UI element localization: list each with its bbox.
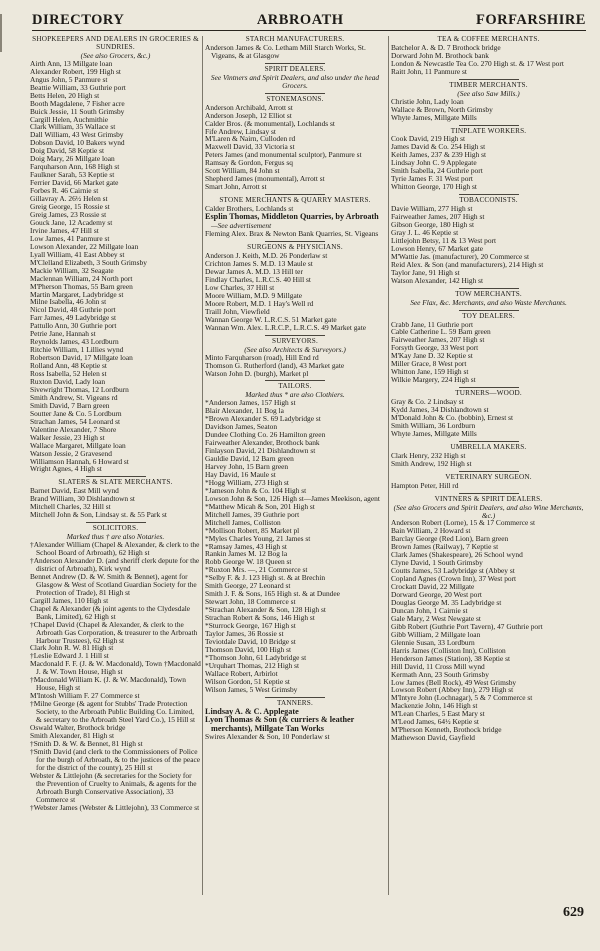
directory-section	[30, 476, 201, 519]
directory-entry: Mitchell James, Colliston	[205, 517, 281, 527]
directory-entry: Gillavray A. 26½ Helen st	[30, 194, 108, 204]
directory-entry: Lyall William, 41 East Abbey st	[30, 249, 125, 259]
directory-entry: *Hogg William, 273 High st	[205, 477, 289, 487]
directory-entry: Smith Alexander, 81 High st	[30, 730, 115, 740]
entry-bold-text: Esplin Thomas, Middleton Quarries, by Arbroath	[205, 212, 379, 222]
directory-entry: Wallace Margaret, Millgate loan	[30, 440, 126, 450]
directory-entry: *Selby F. & J. 123 High st. & at Brechin	[205, 573, 326, 583]
directory-section	[205, 697, 385, 742]
directory-entry: Greig James, 23 Rossie st	[30, 209, 107, 219]
section-heading: TAILORS.	[278, 382, 312, 391]
section-separator	[265, 63, 325, 64]
directory-entry: Wannan George W. L.R.C.S. 51 Market gate	[205, 314, 337, 324]
directory-entry: Anderson Joseph, 12 Elliot st	[205, 110, 292, 120]
directory-entry: Chapel & Alexander (& joint agents to the Clydesdale Bank, Limited), 62 High st	[30, 603, 191, 621]
directory-section	[391, 288, 586, 307]
directory-entry: M'Leod James, 64½ Keptie st	[391, 717, 479, 727]
directory-entry: Harris James (Colliston Inn), Colliston	[391, 645, 506, 655]
directory-entry: Rankin James M. 12 Bog la	[205, 549, 288, 559]
directory-entry: Whitton George, 170 High st	[391, 182, 477, 192]
entry-bold-text: Lyon Thomas & Son (& curriers & leather merchants), Millgate Tan Works	[205, 715, 355, 733]
section-note: Marked thus * are also Clothiers.	[245, 390, 345, 400]
entry-reference: —See advertisement	[211, 220, 272, 230]
directory-entry: Crockatt David, 22 Millgate	[391, 582, 475, 592]
section-note: (See also Grocers, &c.)	[80, 50, 151, 60]
directory-entry: M'Wattie Jas. (manufacturer), 20 Commerce st	[391, 251, 530, 261]
section-separator	[265, 380, 325, 381]
directory-entry: Ritchie William, 1 Lillies wynd	[30, 345, 124, 355]
directory-entry: Cargill Helen, Auchmithie	[30, 114, 109, 124]
directory-section	[391, 79, 586, 122]
directory-entry: Finlayson David, 21 Dishlandtown st	[205, 446, 316, 456]
header-rule	[32, 30, 586, 31]
directory-entry: Forsyth George, 33 West port	[391, 343, 479, 353]
directory-entry: Soutter Jane & Co. 5 Lordburn	[30, 408, 122, 418]
directory-entry: Wright Agnes, 4 High st	[30, 464, 102, 474]
directory-entry: Gibson George, 180 High st	[391, 220, 475, 230]
directory-section	[205, 194, 385, 238]
directory-entry: M'Donald John & Co. (bobbin), Ernest st	[391, 412, 514, 422]
directory-entry: Wilkie Margery, 224 High st	[391, 375, 476, 385]
directory-entry: Brand William, 30 Dishlandtown st	[30, 494, 135, 504]
section-separator	[265, 241, 325, 242]
directory-section	[391, 387, 586, 438]
directory-entry: Martin Margaret, Ladybridge st	[30, 289, 124, 299]
directory-entry: Lowson Robert (Abbey Inn), 279 High st	[391, 685, 514, 695]
section-heading: SPIRIT DEALERS.	[264, 64, 326, 73]
section-heading: TURNERS—WOOD.	[455, 389, 522, 398]
column-middle	[205, 36, 385, 741]
directory-entry: †Leslie Edward J. 1 Hill st	[30, 651, 109, 661]
directory-entry: Smith William, 36 Lordburn	[391, 420, 476, 430]
column-divider-1	[202, 36, 203, 895]
directory-entry: Anderson James & Co. Letham Mill Starch Works, St. Vigeans, & at Glasgow	[205, 42, 366, 60]
directory-entry: Mitchell Charles, 32 Hill st	[30, 502, 111, 512]
directory-entry: Taylor James, 36 Rossie st	[205, 629, 284, 638]
directory-entry: M'Kay Jane D. 32 Keptie st	[391, 351, 473, 361]
directory-entry: Sivewright Thomas, 12 Lordburn	[30, 384, 129, 394]
directory-entry: Mackenzie John, 146 High st	[391, 701, 478, 711]
directory-entry: Beattie William, 33 Guthrie port	[30, 82, 126, 92]
directory-entry: Miller Grace, 8 West port	[391, 359, 467, 369]
section-separator	[86, 522, 146, 523]
directory-entry: Barnet David, East Mill wynd	[30, 486, 119, 496]
directory-entry: Batchelor A. & D. 7 Brothock bridge	[391, 42, 501, 52]
directory-entry: †Anderson Alexander D. (and sheriff clerk depute for the district of Arbroath), Kirk wynd	[30, 556, 200, 573]
header-center: ARBROATH	[256, 12, 344, 28]
section-separator	[459, 493, 519, 494]
directory-entry: Mitchell James, 39 Guthrie port	[205, 509, 300, 519]
directory-entry: Smith J. F. & Sons, 165 High st. & at Dundee	[205, 589, 340, 599]
section-note: (See also Architects & Surveyors.)	[244, 344, 346, 354]
directory-section	[205, 93, 385, 191]
header-right: FORFARSHIRE	[476, 12, 586, 28]
directory-entry: Farr James, 49 Ladybridge st	[30, 313, 116, 323]
directory-entry: Lowson John & Son, 126 High st—James Meekison, agent	[205, 493, 380, 503]
section-heading: SOLICITORS.	[92, 524, 139, 533]
section-separator	[459, 288, 519, 289]
directory-entry: Christie John, Lady loan	[391, 96, 464, 106]
directory-section	[30, 522, 201, 811]
header-left: DIRECTORY	[32, 12, 125, 28]
directory-section	[205, 335, 385, 378]
section-separator	[459, 387, 519, 388]
section-heading: TOW MERCHANTS.	[455, 289, 522, 298]
directory-entry: Williamson Hannah, 6 Howard st	[30, 456, 129, 466]
section-separator	[459, 310, 519, 311]
directory-entry: Fairweather James, 207 High st	[391, 335, 485, 345]
directory-entry: Fleming Alex. Brax & Newton Bank Quarries, St. Vigeans	[205, 229, 379, 239]
directory-entry: London & Newcastle Tea Co. 270 High st. & 17 West port	[391, 58, 564, 68]
directory-entry: Smith Andrew, St. Vigeans rd	[30, 392, 118, 402]
directory-entry: Alexander Robert, 199 High st	[30, 66, 121, 76]
directory-entry: Macdonald F. F. (J. & W. Macdonald), Town †Macdonald J. & W. Town House, High st	[30, 659, 201, 677]
section-heading: TINPLATE WORKERS.	[450, 126, 527, 135]
section-heading: TOBACCONISTS.	[459, 196, 518, 205]
directory-entry: Whitton Jane, 159 High st	[391, 367, 469, 377]
directory-entry: Smith George, 27 Leonard st	[205, 581, 291, 591]
directory-entry: Barclay George (Red Lion), Barn green	[391, 534, 509, 544]
directory-entry: †Milne George (& agent for Stubbs' Trade Protection Society, to the Arbroath Public Building Co. Limited, & secretary to the Arbroath Steel Yard Co.), 15 Hill st	[30, 699, 196, 725]
directory-entry: Rolland Ann, 48 Keptie st	[30, 361, 107, 371]
directory-entry: Anderson Robert (Lorne), 15 & 17 Commerce st	[391, 518, 536, 528]
directory-entry: Clark Henry, 232 High st	[391, 450, 466, 460]
directory-entry: Dorward George, 20 West port	[391, 590, 482, 600]
section-separator	[459, 441, 519, 442]
section-heading: UMBRELLA MAKERS.	[450, 442, 527, 451]
directory-entry: Gray & Co. 2 Lindsay st	[391, 397, 464, 407]
directory-entry: †Alexander William (Chapel & Alexander, & clerk to the School Board of Arbroath), 62 High st	[30, 540, 200, 558]
directory-entry: Valentine Alexander, 7 Shore	[30, 424, 117, 434]
directory-entry: Whyte James, Millgate Mills	[391, 112, 477, 122]
directory-entry: *Jameson John & Co. 104 High st	[205, 485, 307, 495]
directory-entry: Crichton James S. M.D. 13 Maule st	[205, 259, 313, 269]
directory-entry: Blair Alexander, 11 Bog la	[205, 406, 284, 416]
directory-entry: Smith Isabella, 24 Guthrie port	[391, 166, 483, 176]
directory-entry: Doig Mary, 26 Millgate loan	[30, 154, 115, 164]
directory-entry: Traill John, Viewfield	[205, 306, 270, 316]
section-separator	[459, 79, 519, 80]
directory-entry: Lindsay John C. 9 Applegate	[391, 158, 477, 168]
directory-entry: M'Pherson Kenneth, Brothock bridge	[391, 725, 502, 735]
section-heading: SLATERS & SLATE MERCHANTS.	[58, 478, 173, 487]
directory-entry: Low James (Bell Rock), 49 West Grimsby	[391, 677, 517, 687]
directory-entry: Brown James (Railway), 7 Keptie st	[391, 542, 499, 552]
directory-entry: Oswald Walter, Brothock bridge	[30, 723, 126, 733]
section-heading: TIMBER MERCHANTS.	[449, 80, 528, 89]
directory-entry: Irvine James, 47 Hill st	[30, 225, 99, 235]
directory-entry: Bennet Andrew (D. & W. Smith & Bennet), agent for Glasgow & West of Scotland Guardian Society for the Protection of Trade), 81 High st	[30, 571, 197, 597]
directory-entry: Hill David, 11 Cross Mill wynd	[391, 661, 485, 671]
directory-entry: *Matthew Micah & Son, 201 High st	[205, 501, 315, 511]
directory-entry: †Smith D. & W. & Bennet, 81 High st	[30, 738, 143, 748]
directory-entry: *Sturrock George, 167 High st	[205, 621, 296, 631]
section-separator	[459, 471, 519, 472]
directory-entry: †Webster James (Webster & Littlejohn), 33 Commerce st	[30, 802, 200, 812]
directory-entry: Low James, 41 Panmure st	[30, 233, 110, 243]
section-separator	[265, 697, 325, 698]
directory-entry: Wilson James, 5 West Grimsby	[205, 684, 298, 694]
directory-entry: Gray J. L. 46 Keptie st	[391, 227, 459, 237]
directory-section	[391, 194, 586, 284]
directory-entry: Booth Magdalene, 7 Fisher acre	[30, 98, 125, 108]
directory-entry: Clark James (Shakespeare), 26 School wynd	[391, 550, 523, 560]
section-heading: TOY DEALERS.	[462, 311, 515, 320]
directory-entry: James David & Co. 254 High st	[391, 142, 486, 152]
directory-entry: Gale Mary, 2 West Newgate st	[391, 613, 481, 623]
directory-entry: Hampton Peter, Hill rd	[391, 480, 459, 490]
directory-entry-bold	[205, 213, 385, 230]
directory-entry: M'Pherson Thomas, 55 Barn green	[30, 281, 133, 291]
directory-entry: Littlejohn Betsy, 11 & 13 West port	[391, 235, 497, 245]
directory-section	[391, 36, 586, 76]
directory-entry: Dorward John M. Brothock bank	[391, 50, 489, 60]
directory-section	[205, 241, 385, 331]
directory-entry: M'Intosh William F. 27 Commerce st	[30, 691, 140, 701]
section-separator	[265, 194, 325, 195]
directory-entry: Wallace Robert, Arbirlot	[205, 668, 278, 678]
column-right	[391, 36, 586, 742]
section-note: Marked thus † are also Notaries.	[66, 532, 165, 542]
directory-entry: Maxwell David, 33 Victoria st	[205, 142, 295, 152]
directory-entry: Strachan James, 54 Leonard st	[30, 416, 121, 426]
section-heading: VINTNERS & SPIRIT DEALERS.	[434, 494, 543, 503]
directory-entry: Mitchell John & Son, Lindsay st. & 55 Park st	[30, 510, 167, 520]
directory-entry: Maclennan William, 24 North port	[30, 273, 133, 283]
directory-entry: Watson Jessie, 2 Gravesend	[30, 448, 112, 458]
section-heading: SURVEYORS.	[272, 336, 318, 345]
section-heading: SHOPKEEPERS AND DEALERS IN GROCERIES & SUNDRIES.	[32, 35, 199, 51]
directory-entry: Davie William, 277 High st	[391, 204, 473, 214]
directory-entry: Kermath Ann, 23 South Grimsby	[391, 669, 489, 679]
column-divider-2	[388, 36, 389, 895]
directory-entry: Gouck Jane, 12 Academy st	[30, 217, 113, 227]
directory-section	[391, 125, 586, 192]
directory-entry: Lowson Alexander, 22 Millgate loan	[30, 241, 139, 251]
directory-entry: Raitt John, 11 Panmure st	[391, 66, 467, 76]
directory-entry: Watson John D. (burgh), Market pl	[205, 368, 309, 378]
directory-entry: Webster & Littlejohn (& secretaries for the Society for the Prevention of Cruelty to Animals, & agents for the Arbroath Burgh Conservative Association), 33 Commerce st	[30, 770, 197, 804]
directory-entry: Tyrie James F. 31 West port	[391, 174, 473, 184]
directory-section	[391, 310, 586, 385]
directory-entry: Fairweather Alexander, Brothock bank	[205, 438, 320, 448]
directory-entry: Watson Alexander, 142 High st	[391, 275, 484, 285]
directory-entry-bold	[205, 716, 385, 733]
directory-entry: Gauldie David, 12 Barn green	[205, 454, 294, 464]
directory-entry: *Myles Charles Young, 21 James st	[205, 533, 311, 543]
directory-entry: *Urquhart Thomas, 212 High st	[205, 660, 300, 670]
directory-entry: Betts Helen, 20 High st	[30, 90, 100, 100]
section-separator	[265, 93, 325, 94]
directory-entry: Moore Robert, M.D. 1 Hay's Well rd	[205, 298, 314, 308]
directory-entry: Swires Alexander & Son, 10 Ponderlaw st	[205, 732, 330, 742]
directory-entry: Ruxton David, Lady loan	[30, 376, 106, 386]
directory-entry: Bain William, 2 Howard st	[391, 526, 471, 536]
directory-entry: Greig George, 15 Rossie st	[30, 202, 110, 212]
directory-entry: Wallace & Brown, North Grimsby	[391, 104, 493, 114]
directory-entry: Wilson Gordon, 51 Keptie st	[205, 676, 290, 686]
directory-entry: Mackie William, 32 Seagate	[30, 265, 114, 275]
directory-entry: Anderson Archibald, Arrott st	[205, 102, 293, 112]
directory-entry: Glennie Susan, 33 Lordburn	[391, 637, 475, 647]
directory-entry: Low Charles, 37 Hill st	[205, 282, 275, 292]
directory-entry: †Macdonald William K. (J. & W. Macdonald), Town House, High st	[30, 675, 186, 693]
column-left	[30, 36, 201, 812]
directory-entry: Reynolds James, 43 Lordburn	[30, 337, 119, 347]
directory-entry: Buick Jessie, 11 South Grimsby	[30, 106, 125, 116]
directory-entry: Anderson J. Keith, M.D. 26 Ponderlaw st	[205, 251, 328, 261]
directory-entry: Smart John, Arrott st	[205, 182, 267, 192]
page-tab-edge	[0, 14, 6, 52]
directory-entry: Whyte James, Millgate Mills	[391, 428, 477, 438]
directory-entry: Dewar James A. M.D. 13 Hill ter	[205, 267, 303, 277]
directory-section	[205, 63, 385, 90]
section-separator	[459, 194, 519, 195]
directory-entry: Pattullo Ann, 30 Guthrie port	[30, 321, 117, 331]
directory-entry: Gibb William, 2 Millgate loan	[391, 629, 481, 639]
section-note: See Vintners and Spirit Dealers, and also under the head Grocers.	[210, 72, 380, 90]
directory-entry: Henderson James (Station), 38 Keptie st	[391, 653, 511, 663]
directory-entry: Robb George W. 18 Queen st	[205, 557, 292, 567]
directory-section	[205, 36, 385, 60]
directory-entry: *Mollison Robert, 85 Market pl	[205, 525, 300, 535]
section-heading: VETERINARY SURGEON.	[445, 472, 532, 481]
directory-entry: M'Clelland Elizabeth, 3 South Grimsby	[30, 257, 147, 267]
directory-section	[30, 36, 201, 473]
directory-entry: Thomson G. Rutherford (land), 43 Market gate	[205, 360, 345, 370]
directory-entry: Walker Jessie, 23 High st	[30, 432, 105, 442]
directory-entry: Kydd James, 34 Dishlandtown st	[391, 405, 489, 415]
directory-entry: Cargill James, 110 High st	[30, 595, 109, 605]
directory-entry: Cable Catherine L. 59 Barn green	[391, 327, 491, 337]
directory-entry: †Smith David (and clerk to the Commissioners of Police for the burgh of Arbroath, & to the justices of the peace for the district of the county), 25 Hill st	[30, 746, 201, 772]
directory-entry: Moore William, M.D. 9 Millgate	[205, 290, 303, 300]
directory-entry: Faulkner Sarah, 53 Keptie st	[30, 170, 115, 180]
directory-entry: *Anderson James, 157 High st	[205, 398, 296, 408]
directory-entry: Coutts James, 53 Ladybridge st (Abbey st	[391, 566, 515, 576]
page-number: 629	[563, 905, 584, 920]
directory-entry: Minto Farquharson (road), Hill End rd	[205, 352, 319, 362]
directory-entry: Fairweather James, 207 High st	[391, 212, 485, 222]
directory-entry: Ramsay & Gordon, Fergus sq	[205, 158, 293, 168]
directory-entry: Hay David, 16 Maule st	[205, 469, 276, 479]
directory-entry: M'Lean Charles, 5 East Mary st	[391, 709, 485, 719]
directory-entry: Gibb Robert (Guthrie Port Tavern), 47 Guthrie port	[391, 621, 543, 631]
directory-entry: Reid Alex. & Son (and manufacturers), 214 High st	[391, 259, 544, 269]
directory-entry: Thomson David, 100 High st	[205, 644, 292, 654]
directory-entry: Keith James, 237 & 239 High st	[391, 150, 487, 160]
directory-entry: Calder Bros. (& monumental), Lochlands st	[205, 118, 335, 128]
directory-entry: *Strachan Alexander & Son, 128 High st	[205, 605, 326, 615]
directory-entry: Forbes R. 46 Cairnie st	[30, 186, 99, 196]
directory-entry: Taylor Jane, 91 High st	[391, 267, 460, 277]
directory-entry: Dall William, 43 West Grimsby	[30, 130, 124, 140]
directory-entry: Airth Ann, 13 Millgate loan	[30, 58, 113, 68]
directory-entry: Shepherd James (monumental), Arrott st	[205, 174, 325, 184]
directory-entry: Harvey John, 15 Barn green	[205, 461, 289, 471]
directory-entry: Scott William, 84 John st	[205, 166, 280, 176]
directory-entry: Clyne David, 1 South Grimsby	[391, 558, 483, 568]
directory-entry: Petrie Jane, Hannah st	[30, 329, 96, 339]
directory-entry: *Brown Alexander S. 69 Ladybridge st	[205, 414, 321, 424]
directory-entry: Clark John R. W. 81 High st	[30, 643, 114, 653]
running-header	[32, 11, 586, 29]
section-heading: SURGEONS & PHYSICIANS.	[247, 243, 343, 252]
directory-entry: M'Intyre John (Lochnagar), 5 & 7 Commerce st	[391, 693, 533, 703]
directory-entry: †Chapel David (Chapel & Alexander, & clerk to the Arbroath Gas Corporation, & treasurer to the Arbroath Harbour Trustees), 62 High st	[30, 619, 198, 645]
directory-entry: Cook David, 219 High st	[391, 134, 466, 144]
directory-entry: Duncan John, 1 Cairnie st	[391, 605, 468, 615]
section-note: (See also Grocers and Spirit Dealers, and also Wine Merchants, &c.)	[393, 502, 584, 520]
directory-entry: Strachan Robert & Sons, 146 High st	[205, 613, 315, 623]
directory-entry: Lowson Henry, 67 Market gate	[391, 243, 484, 253]
directory-entry: Crabb Jane, 11 Guthrie port	[391, 319, 474, 329]
directory-entry: Doig David, 58 Keptie st	[30, 146, 105, 156]
directory-entry: Fife Andrew, Lindsay st	[205, 126, 276, 136]
section-separator	[86, 476, 146, 477]
section-heading: TEA & COFFEE MERCHANTS.	[437, 35, 540, 43]
directory-entry: Calder Brothers, Lochlands st	[205, 204, 294, 214]
directory-entry: Farquharson Ann, 168 High st	[30, 162, 120, 172]
directory-entry: Mathewson David, Gayfield	[391, 733, 475, 743]
directory-entry: Ferrier David, 66 Market gate	[30, 178, 119, 188]
section-heading: TANNERS.	[277, 698, 313, 707]
directory-section	[205, 380, 385, 693]
directory-entry: Davidson James, Seaton	[205, 422, 278, 432]
section-heading: STONEMASONS.	[266, 94, 324, 103]
section-note: (See also Saw Mills.)	[457, 88, 520, 98]
directory-entry: Copland Agnes (Crown Inn), 37 West port	[391, 574, 517, 584]
directory-section	[391, 441, 586, 468]
directory-section	[391, 471, 586, 490]
directory-entry: Angus John, 5 Panmure st	[30, 74, 108, 84]
directory-entry: Clark William, 35 Wallace st	[30, 122, 116, 132]
section-separator	[459, 125, 519, 126]
directory-entry: *Thomson John, 61 Ladybridge st	[205, 652, 307, 662]
directory-entry: Stewart John, 18 Commerce st	[205, 597, 296, 607]
directory-entry: Milne Isabella, 46 John st	[30, 297, 107, 307]
directory-entry: Dobson David, 10 Bakers wynd	[30, 138, 125, 148]
directory-entry: Findlay Charles, L.R.C.S. 40 Hill st	[205, 275, 311, 285]
directory-entry: Wannan Wm. Alex. L.R.C.P., L.R.C.S. 49 Market gate	[205, 322, 367, 332]
section-note: See Flax, &c. Merchants, and also Waste Merchants.	[410, 297, 567, 307]
directory-entry: Smith Andrew, 192 High st	[391, 458, 472, 468]
directory-entry: Peters James (and monumental sculptor), Panmure st	[205, 150, 362, 160]
directory-entry: Nicol David, 48 Guthrie port	[30, 305, 116, 315]
directory-entry: *Ramsay James, 43 High st	[205, 541, 287, 551]
entry-bold-text: Lindsay A. & C. Applegate	[205, 706, 299, 716]
section-heading: STARCH MANUFACTURERS.	[245, 35, 345, 43]
section-separator	[265, 335, 325, 336]
directory-section	[391, 493, 586, 743]
directory-entry: Robertson David, 17 Millgate loan	[30, 353, 133, 363]
directory-entry: *Ruxton Mrs. —, 21 Commerce st	[205, 565, 308, 575]
directory-entry: Smith David, 7 Barn green	[30, 400, 110, 410]
directory-entry: Dundee Clothing Co. 26 Hamilton green	[205, 430, 326, 440]
directory-entry: Ross Isabella, 52 Helen st	[30, 369, 107, 379]
directory-entry: Douglas George M. 35 Ladybridge st	[391, 598, 502, 607]
section-heading: STONE MERCHANTS & QUARRY MASTERS.	[219, 196, 371, 205]
directory-entry: Teviotdale David, 10 Bridge st	[205, 636, 296, 646]
directory-entry: M'Laren & Nairn, Culloden rd	[205, 134, 296, 144]
